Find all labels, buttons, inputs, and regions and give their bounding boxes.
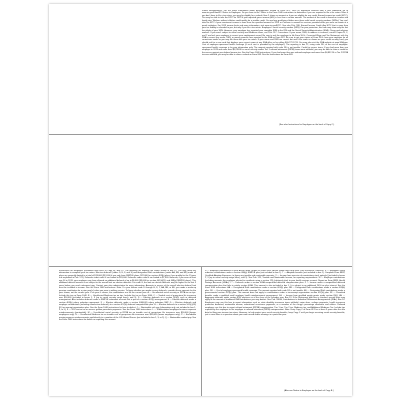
bottom-footer-note: (Also see Notice to Employee on the back of Copy B.) xyxy=(284,390,334,392)
form-sheet xyxy=(49,4,352,396)
notice-to-employee-text: Future developments. For the latest information about developments related to Form W-2, such as legislation enacted after it was published, go to www.irs.gov/FormW2. Notice to Employee: Do you have to file? Refer to the Form 1040 instructions to determine if you are required to file a tax return. Even if you don't have to file a tax return, you may be eligible for a refund if box 2 shows an amount or if you are eligible for any credit. Earned income tax credit (EITC). You may be able to take the EITC for 2019 if your adjusted gross income (AGI) is less than a certain amount. The amount of the credit is based on income and family size. Workers without children could qualify for a smaller credit. You and any qualifying children must have valid social security numbers (SSNs). You can't take the EITC if your investment income is more than the specified amount for 2019 or if income is earned for services provided while you were an inmate at a penal institution. For 2019 income limits and more information, visit www.irs.gov/EITC. See also Pub. 596, Earned Income Credit. Any EITC that is more than your tax liability is refunded to you, but only if you file a tax return. Employee's social security number (SSN). For your protection, this form may show only the last four digits of your SSN. However, your employer has reported your complete SSN to the IRS and the Social Security Administration (SSA). Clergy and religious workers. If you aren't subject to social security and Medicare taxes, see Pub. 517. Corrections. If your name, SSN, or address is incorrect, correct Copies B, C, and 2 and ask your employer to correct your employment record. Be sure to ask the employer to file Form W-2c, Corrected Wage and Tax Statement, with the SSA to correct any name, SSN, or money amount error reported to the SSA on Form W-2. Be sure to get your copies of Form W-2c from your employer for all corrections made so you may file them with your tax return. If your name and SSN are correct but aren't the same as shown on your social security card, you should ask for a new card that displays your correct name at any SSA office or by calling 800-772-1213. You may also visit the SSA website at www.SSA.gov. Cost of employer-sponsored health coverage (if such cost is provided by the employer). The reporting in box 12, using code DD, of the cost of employer-sponsored health coverage is for your information only. The amount reported with code DD is not taxable. Credit for excess taxes. If you had more than one employer in 2019 and more than $8,239.80 in social security and/or Tier 1 railroad retirement (RRTA) taxes were withheld, you may be able to claim a credit for the excess against your federal income tax. See the Form 1040 instructions. If you had more than one railroad employer and more than $4,832.10 in Tier 2 RRTA tax was withheld, you may be able to claim a refund on Form 843. See the Instructions for Form 843. xyxy=(202,10,348,57)
instructions-right-column: R — Employer contributions to your Archer MSA. Report on Form 8853, Archer MSAs and Long-Term Care Insurance Contracts. S — Employee salary reduction contributions under a section 408(p) SIMPLE plan (not included in box 1). T — Adoption benefits (not included in box 1). Complete Form 8839, Qualified Adoption Expenses, to figure any taxable and nontaxable amounts. V — Income from exercise of nonstatutory stock option(s) (included in boxes 1, 3 (up to social security wage base), and 5). See Pub. 525, Taxable and Nontaxable Income, for reporting requirements. W — Employer contributions (including amounts the employee elected to contribute using a section 125 (cafeteria) plan) to your health savings account. Report on Form 8889, Health Savings Accounts (HSAs). Y — Deferrals under a section 409A nonqualified deferred compensation plan. Z — Income under a nonqualified deferred compensation plan that fails to satisfy section 409A. This amount is also included in box 1. It is subject to an additional 20% tax plus interest. See the Form 1040 instructions. AA — Designated Roth contributions under a section 401(k) plan. BB — Designated Roth contributions under a section 403(b) plan. DD — Cost of employer-sponsored health coverage. The amount reported with code DD is not taxable. EE — Designated Roth contributions under a governmental section 457(b) plan. This amount does not apply to contributions under a tax-exempt organization section 457(b) plan. FF — Permitted benefits under a qualified small employer health reimbursement arrangement. GG — Income from qualified equity grants under section 83(i). HH — Aggregate deferrals under section 83(i) elections as of the close of the calendar year. Box 13. If the Retirement plan box is checked, special limits may apply to the amount of traditional IRA contributions you may deduct. See Pub. 590-A, Contributions to Individual Retirement Arrangements (IRAs). Box 14. Employers may use this box to report information such as state disability insurance taxes withheld, union dues, uniform payments, health insurance premiums deducted, nontaxable income, educational assistance payments, or a member of the clergy's parsonage allowance and utilities. Railroad employers use this box to report railroad retirement (RRTA) compensation, Tier 1 tax, Tier 2 tax, Medicare tax, and Additional Medicare Tax. Include tips reported by the employee to the employer in railroad retirement (RRTA) compensation. Note: Keep Copy C of Form W-2 for at least 3 years after the due date for filing your income tax return. However, to help protect your social security benefits, keep Copy C until you begin receiving social security benefits, just in case there is a question about your work record and/or earnings in a particular year. xyxy=(205,270,345,317)
column-divider xyxy=(201,266,202,396)
perforation-line-upper xyxy=(49,134,352,135)
top-footer-note: (See also Instructions for Employee on the back of Copy C.) xyxy=(279,124,335,126)
instructions-left-column: Instructions for Employee (continued from back of Copy B). Box 12. The following list explains the codes shown in box 12. You may need this information to complete your tax return. Elective deferrals (codes D, E, F, and S) and designated Roth contributions (codes AA, BB, and EE) under all plans are generally limited to a total of $19,000 ($13,000 if you only have SIMPLE plans; $22,000 for section 403(b) plans if you qualify for the 15-year rule explained in Pub. 571). Deferrals under code G are limited to $19,000. Deferrals under code H are limited to $7,000. However, if you were at least age 50 in 2019, your employer may have allowed an additional deferral of up to $6,000 ($3,000 for section 401(k)(11) and 408(p) SIMPLE plans). This additional deferral amount is not subject to the overall limit on elective deferrals. For code G, the limit on elective deferrals may be higher for the last 3 years before you reach retirement age. Contact your plan administrator for more information. Amounts in excess of the overall elective deferral limit must be included in income. See the Form 1040 instructions. Note: If a year follows code D through H, S, Y, AA, BB, or EE, you made a make-up pension contribution for a prior year(s) when you were in military service. To figure whether you made excess deferrals, consider these amounts for the year shown, not the current year. If no year is shown, the contributions are for the current year. A — Uncollected social security or RRTA tax on tips. Include this tax on Form 1040. B — Uncollected Medicare tax on tips. Include this tax on Form 1040. C — Taxable cost of group-term life insurance over $50,000 (included in boxes 1, 3 (up to social security wage base), and 5). D — Elective deferrals to a section 401(k) cash or deferred arrangement. Also includes deferrals under a SIMPLE retirement account that is part of a section 401(k) arrangement. E — Elective deferrals under a section 403(b) salary reduction agreement. F — Elective deferrals under a section 408(k)(6) salary reduction SEP. G — Elective deferrals and employer contributions (including nonelective deferrals) to a section 457(b) deferred compensation plan. H — Elective deferrals to a section 501(c)(18)(D) tax-exempt organization plan. See the Form 1040 instructions for how to deduct. J — Nontaxable sick pay (information only, not included in box 1, 3, or 5). K — 20% excise tax on excess golden parachute payments. See the Form 1040 instructions. L — Substantiated employee business expense reimbursements (nontaxable). M — Uncollected social security or RRTA tax on taxable cost of group-term life insurance over $50,000 (former employees only). N — Uncollected Medicare tax on taxable cost of group-term life insurance over $50,000 (former employees only). P — Excludable moving expense reimbursements paid directly to a member of the U.S. Armed Forces (not included in box 1, 3, or 5). Q — Nontaxable combat pay. See the Form 1040 instructions for details on reporting this amount. xyxy=(59,270,196,322)
